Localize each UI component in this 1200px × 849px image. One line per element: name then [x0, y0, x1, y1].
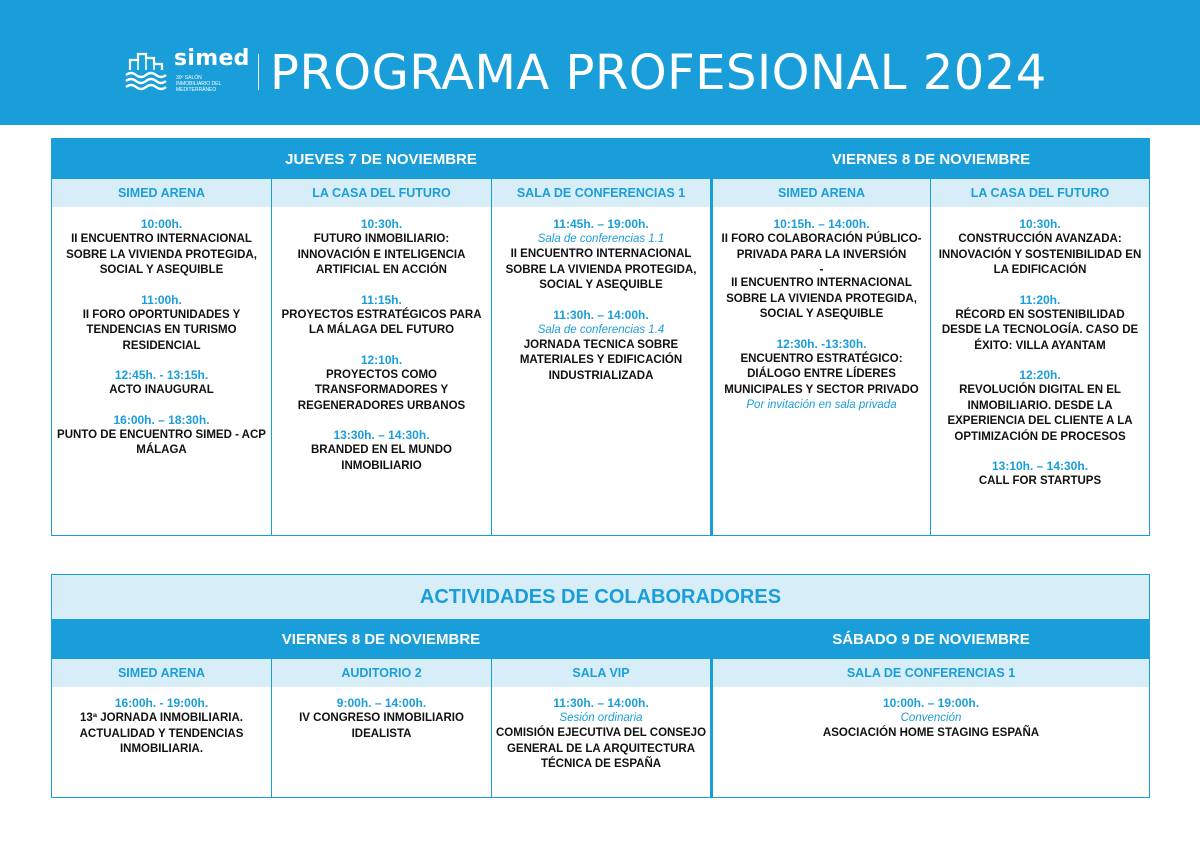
event-time: 16:00h. - 19:00h. [114, 696, 209, 710]
event-title: II FORO COLABORACIÓN PÚBLICO-PRIVADA PARA LA INVERSIÓN [721, 233, 922, 261]
event-time: 12:20h. [1019, 368, 1061, 382]
day-header-jueves: JUEVES 7 DE NOVIEMBRE [52, 139, 710, 179]
event [935, 368, 1145, 445]
event-title: ACTO INAUGURAL [109, 384, 214, 396]
schedule-column [492, 217, 710, 398]
event [56, 413, 267, 459]
venue-header: AUDITORIO 2 [272, 659, 491, 687]
event-title: BRANDED EN EL MUNDO INMOBILIARIO [311, 444, 452, 472]
event-time: 11:45h. – 19:00h. [553, 217, 649, 231]
event-title: ENCUENTRO ESTRATÉGICO: DIÁLOGO ENTRE LÍDERES MUNICIPALES Y SECTOR PRIVADO [724, 352, 919, 396]
event-time: 13:10h. – 14:30h. [991, 459, 1089, 473]
event [56, 293, 267, 355]
event [717, 696, 1145, 742]
schedule-column [713, 696, 1149, 756]
event [935, 459, 1145, 490]
event-time: 16:00h. – 18:30h. [113, 412, 210, 427]
schedule-column [52, 696, 271, 772]
venue-header: LA CASA DEL FUTURO [931, 179, 1149, 207]
event-time: 13:30h. – 14:30h. [333, 428, 430, 442]
building-wave-icon [124, 48, 168, 92]
header-banner [0, 0, 1200, 125]
venue-header: SIMED ARENA [52, 659, 271, 687]
event-time: 12:30h. -13:30h. [776, 336, 867, 351]
event-time: 12:10h. [360, 352, 403, 367]
event-title: RÉCORD EN SOSTENIBILIDAD DESDE LA TECNOLOGÍA. CASO DE ÉXITO: VILLA AYANTAM [941, 308, 1139, 352]
event-time: 10:00h. [140, 217, 183, 231]
event-room: Sala de conferencias 1.4 [537, 323, 665, 336]
logo-divider [258, 54, 259, 90]
event [276, 696, 487, 742]
event-title: PUNTO DE ENCUENTRO SIMED - ACP MÁLAGA [57, 428, 266, 456]
schedule-column [272, 217, 491, 488]
event-time: 11:30h. – 14:00h. [553, 307, 649, 322]
brand-name: simed [174, 46, 250, 71]
event [935, 293, 1145, 355]
section-title: ACTIVIDADES DE COLABORADORES [52, 575, 1149, 619]
event-title: PROYECTOS ESTRATÉGICOS PARA LA MÁLAGA DEL FUTURO [281, 308, 482, 336]
simed-logo [124, 48, 259, 93]
day-header-viernes: VIERNES 8 DE NOVIEMBRE [52, 619, 710, 659]
event [56, 696, 267, 758]
event-title: PROYECTOS COMO TRANSFORMADORES Y REGENERADORES URBANOS [297, 368, 466, 412]
event-time: 10:15h. – 14:00h. [773, 217, 870, 231]
venue-header: SALA DE CONFERENCIAS 1 [713, 659, 1149, 687]
event-note: Sesión ordinaria [559, 712, 643, 724]
event-title: II FORO OPORTUNIDADES Y TENDENCIAS EN TURISMO RESIDENCIAL [82, 308, 241, 352]
actividades-table [51, 574, 1150, 798]
event-separator: - [819, 262, 824, 276]
event-time: 11:30h. – 14:00h. [553, 696, 649, 710]
event-title: FUTURO INMOBILIARIO: INNOVACIÓN E INTELIGENCIA ARTIFICIAL EN ACCIÓN [297, 233, 466, 276]
event-time: 11:00h. [141, 292, 182, 307]
event [717, 217, 926, 323]
event-time: 11:20h. [1019, 292, 1061, 307]
venue-header: LA CASA DEL FUTURO [272, 179, 491, 207]
programa-table [51, 138, 1150, 536]
schedule-column [492, 696, 710, 787]
event [717, 337, 926, 414]
event [276, 353, 487, 415]
event-title: CALL FOR STARTUPS [978, 475, 1102, 487]
day-header-viernes: VIERNES 8 DE NOVIEMBRE [713, 139, 1149, 179]
event-title: JORNADA TECNICA SOBRE MATERIALES Y EDIFICACIÓN INDUSTRIALIZADA [519, 338, 683, 382]
event-time: 12:45h. - 13:15h. [114, 368, 209, 382]
event-title: II ENCUENTRO INTERNACIONAL SOBRE LA VIVIENDA PROTEGIDA, SOCIAL Y ASEQUIBLE [66, 233, 257, 276]
event [496, 308, 706, 385]
event-title: II ENCUENTRO INTERNACIONAL SOBRE LA VIVIENDA PROTEGIDA, SOCIAL Y ASEQUIBLE [505, 248, 697, 291]
event-time: 11:15h. [361, 292, 402, 307]
brand-subtitle: 30º SALÓN INMOBILIARIO DEL MEDITERRÁNEO [176, 75, 222, 93]
event-time: 10:00h. – 19:00h. [882, 696, 980, 710]
schedule-column [272, 696, 491, 756]
event-room: Sala de conferencias 1.1 [537, 233, 665, 245]
event-note: Por invitación en sala privada [746, 399, 897, 411]
event-time: 9:00h. – 14:00h. [336, 696, 427, 710]
event [56, 217, 267, 279]
event [276, 293, 487, 339]
event-title: IV CONGRESO INMOBILIARIO IDEALISTA [299, 712, 464, 740]
event-time: 10:30h. [360, 217, 403, 231]
venue-header: SALA DE CONFERENCIAS 1 [492, 179, 710, 207]
event-title: COMISIÓN EJECUTIVA DEL CONSEJO GENERAL DE LA ARQUITECTURA TÉCNICA DE ESPAÑA [496, 727, 707, 770]
event [56, 368, 267, 399]
event-title: CONSTRUCCIÓN AVANZADA: INNOVACIÓN Y SOSTENIBILIDAD EN LA EDIFICACIÓN [938, 233, 1142, 276]
event [276, 428, 487, 474]
event-title: 13ª JORNADA INMOBILIARIA. ACTUALIDAD Y TENDENCIAS INMOBILIARIA. [79, 712, 244, 755]
day-header-sabado: SÁBADO 9 DE NOVIEMBRE [713, 619, 1149, 659]
venue-header: SIMED ARENA [52, 179, 271, 207]
event [276, 217, 487, 279]
venue-header: SALA VIP [492, 659, 710, 687]
schedule-column [931, 217, 1149, 504]
schedule-column [713, 217, 930, 427]
event-title: II ENCUENTRO INTERNACIONAL SOBRE LA VIVIENDA PROTEGIDA, SOCIAL Y ASEQUIBLE [726, 277, 917, 320]
venue-header: SIMED ARENA [713, 179, 930, 207]
event [496, 217, 706, 294]
event-title: ASOCIACIÓN HOME STAGING ESPAÑA [822, 727, 1040, 739]
schedule-column [52, 217, 271, 473]
event [496, 696, 706, 773]
page-title: PROGRAMA PROFESIONAL 2024 [270, 45, 1047, 101]
event [935, 217, 1145, 279]
event-note: Convención [900, 712, 962, 724]
event-time: 10:30h. [1019, 217, 1061, 231]
event-title: REVOLUCIÓN DIGITAL EN EL INMOBILIARIO. DESDE LA EXPERIENCIA DEL CLIENTE A LA OPTIMIZACIÓN DE PROCESOS [947, 384, 1133, 443]
